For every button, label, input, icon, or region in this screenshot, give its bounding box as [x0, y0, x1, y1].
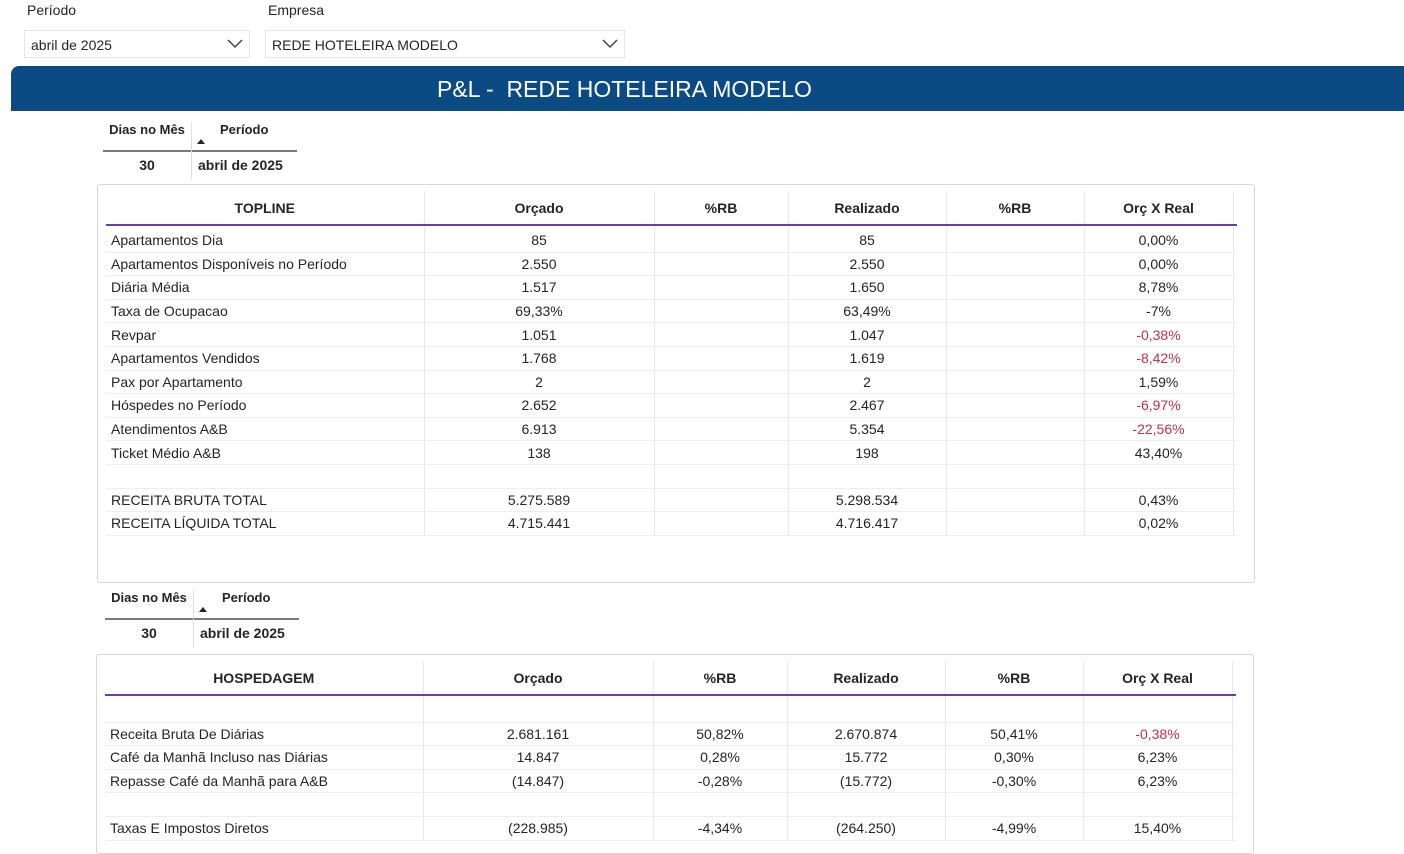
filler-cell	[1233, 323, 1237, 347]
cell-value	[946, 276, 1084, 300]
col-header-realizado[interactable]: Realizado	[787, 661, 945, 695]
period-value: abril de 2025	[198, 157, 283, 173]
row-label: Diária Média	[106, 276, 424, 300]
row-label: RECEITA BRUTA TOTAL	[106, 488, 424, 512]
sort-ascending-icon	[197, 139, 205, 144]
cell-value	[654, 276, 788, 300]
cell-value	[946, 417, 1084, 441]
cell-value: 50,82%	[653, 722, 787, 746]
table-row	[106, 441, 1237, 465]
cell-value	[946, 252, 1084, 276]
col-header-orcado[interactable]: Orçado	[424, 191, 654, 225]
cell-value	[654, 252, 788, 276]
cell-value: 85	[424, 225, 654, 252]
filler-cell	[1233, 370, 1237, 394]
table-row	[105, 793, 1236, 817]
row-label: Repasse Café da Manhã para A&B	[105, 769, 423, 793]
cell-value: 2.670.874	[787, 722, 945, 746]
topline-card	[97, 184, 1255, 583]
table-row	[106, 488, 1237, 512]
table-row	[106, 276, 1237, 300]
company-dropdown[interactable]	[265, 30, 625, 58]
cell-value	[946, 394, 1084, 418]
cell-value	[653, 695, 787, 722]
cell-value	[946, 299, 1084, 323]
filler-cell	[1233, 512, 1237, 536]
cell-value: 6,23%	[1083, 769, 1232, 793]
cell-value: 5.298.534	[788, 488, 946, 512]
topline-table	[106, 191, 1237, 536]
cell-value: (14.847)	[423, 769, 653, 793]
column-separator	[191, 122, 192, 180]
filler-cell	[1233, 276, 1237, 300]
days-in-month-header[interactable]: Dias no Mês	[111, 590, 187, 605]
filler-cell	[1232, 793, 1236, 817]
cell-value: 0,30%	[945, 746, 1083, 770]
cell-value	[654, 346, 788, 370]
cell-value: 5.354	[788, 417, 946, 441]
table-row	[105, 769, 1236, 793]
period-value: abril de 2025	[200, 625, 285, 641]
cell-value	[946, 323, 1084, 347]
cell-value: (264.250)	[787, 816, 945, 840]
table-row	[106, 252, 1237, 276]
cell-value: (15.772)	[787, 769, 945, 793]
period-dropdown-value: abril de 2025	[31, 37, 112, 53]
cell-value: 8,78%	[1084, 276, 1233, 300]
cell-value: 4.716.417	[788, 512, 946, 536]
cell-value	[424, 464, 654, 488]
col-header-orcado[interactable]: Orçado	[423, 661, 653, 695]
cell-value: 2.550	[788, 252, 946, 276]
col-header-rb[interactable]: %RB	[653, 661, 787, 695]
hospedagem-card	[96, 654, 1254, 854]
table-row	[106, 512, 1237, 536]
days-in-month-header[interactable]: Dias no Mês	[109, 122, 185, 137]
cell-value: 43,40%	[1084, 441, 1233, 465]
cell-value: -0,38%	[1084, 323, 1233, 347]
table-row	[106, 346, 1237, 370]
days-in-month-value: 30	[141, 625, 157, 641]
cell-value	[654, 299, 788, 323]
cell-value	[423, 793, 653, 817]
filler-cell	[1233, 252, 1237, 276]
cell-value: -4,99%	[945, 816, 1083, 840]
filler-cell	[1233, 394, 1237, 418]
cell-value: -0,38%	[1083, 722, 1232, 746]
cell-value: 85	[788, 225, 946, 252]
row-label: Apartamentos Vendidos	[106, 346, 424, 370]
cell-value: -4,34%	[653, 816, 787, 840]
cell-value: 138	[424, 441, 654, 465]
cell-value: -8,42%	[1084, 346, 1233, 370]
table-row	[106, 299, 1237, 323]
cell-value: 6,23%	[1083, 746, 1232, 770]
filler-cell	[1233, 464, 1237, 488]
filler-cell	[1232, 816, 1236, 840]
cell-value: 15.772	[787, 746, 945, 770]
header-rule	[103, 150, 297, 152]
row-label: Café da Manhã Incluso nas Diárias	[105, 746, 423, 770]
col-header-filler	[1233, 191, 1237, 225]
cell-value	[946, 225, 1084, 252]
col-header-rb[interactable]: %RB	[945, 661, 1083, 695]
cell-value	[1083, 695, 1232, 722]
cell-value: 0,28%	[653, 746, 787, 770]
cell-value: 2.681.161	[423, 722, 653, 746]
cell-value	[423, 695, 653, 722]
cell-value: 0,00%	[1084, 252, 1233, 276]
col-header-rb[interactable]: %RB	[946, 191, 1084, 225]
cell-value: -0,30%	[945, 769, 1083, 793]
cell-value	[653, 793, 787, 817]
cell-value	[654, 512, 788, 536]
filler-cell	[1233, 299, 1237, 323]
cell-value: 198	[788, 441, 946, 465]
cell-value: 6.913	[424, 417, 654, 441]
cell-value: 0,00%	[1084, 225, 1233, 252]
cell-value	[654, 417, 788, 441]
row-label: Apartamentos Disponíveis no Período	[106, 252, 424, 276]
cell-value: 2.550	[424, 252, 654, 276]
cell-value: -7%	[1084, 299, 1233, 323]
report-banner	[11, 66, 1404, 111]
summary-table-bottom	[105, 590, 299, 648]
cell-value: 63,49%	[788, 299, 946, 323]
cell-value: 69,33%	[424, 299, 654, 323]
days-in-month-value: 30	[139, 157, 155, 173]
row-label	[105, 793, 423, 817]
sort-ascending-icon	[199, 607, 207, 612]
row-label	[105, 695, 423, 722]
cell-value: 50,41%	[945, 722, 1083, 746]
cell-value	[946, 346, 1084, 370]
col-header-realizado[interactable]: Realizado	[788, 191, 946, 225]
filler-cell	[1232, 695, 1236, 722]
table-row	[106, 464, 1237, 488]
cell-value: 14.847	[423, 746, 653, 770]
filler-cell	[1232, 722, 1236, 746]
cell-value: 5.275.589	[424, 488, 654, 512]
row-label: Atendimentos A&B	[106, 417, 424, 441]
cell-value	[1083, 793, 1232, 817]
cell-value: 0,02%	[1084, 512, 1233, 536]
cell-value: 2	[788, 370, 946, 394]
cell-value	[787, 695, 945, 722]
cell-value	[946, 488, 1084, 512]
cell-value: 1.517	[424, 276, 654, 300]
cell-value: 2	[424, 370, 654, 394]
row-label: RECEITA LÍQUIDA TOTAL	[106, 512, 424, 536]
cell-value	[946, 512, 1084, 536]
cell-value: 1,59%	[1084, 370, 1233, 394]
cell-value	[945, 793, 1083, 817]
cell-value	[654, 488, 788, 512]
row-label	[106, 464, 424, 488]
cell-value: 4.715.441	[424, 512, 654, 536]
table-row	[106, 417, 1237, 441]
col-header-hospedagem[interactable]: HOSPEDAGEM	[105, 661, 423, 695]
cell-value	[1084, 464, 1233, 488]
company-filter-label: Empresa	[268, 2, 325, 18]
cell-value: 1.047	[788, 323, 946, 347]
period-filter-label: Período	[27, 2, 77, 18]
table-row	[105, 816, 1236, 840]
table-row	[106, 394, 1237, 418]
table-row	[105, 695, 1236, 722]
cell-value	[788, 464, 946, 488]
filler-cell	[1232, 746, 1236, 770]
column-separator	[193, 590, 194, 648]
col-header-filler	[1232, 661, 1236, 695]
period-header[interactable]	[193, 590, 297, 620]
cell-value	[946, 464, 1084, 488]
cell-value: 0,43%	[1084, 488, 1233, 512]
cell-value	[945, 695, 1083, 722]
period-header-label: Período	[220, 122, 269, 137]
period-header[interactable]	[191, 122, 295, 152]
filler-cell	[1233, 346, 1237, 370]
cell-value	[654, 225, 788, 252]
cell-value	[654, 370, 788, 394]
cell-value: 2.652	[424, 394, 654, 418]
col-header-orc-x-real[interactable]: Orç X Real	[1084, 191, 1233, 225]
table-row	[106, 323, 1237, 347]
col-header-rb[interactable]: %RB	[654, 191, 788, 225]
cell-value: -0,28%	[653, 769, 787, 793]
cell-value: 1.619	[788, 346, 946, 370]
period-dropdown[interactable]	[24, 30, 250, 58]
row-label: Taxa de Ocupacao	[106, 299, 424, 323]
cell-value: (228.985)	[423, 816, 653, 840]
cell-value: 1.650	[788, 276, 946, 300]
row-label: Ticket Médio A&B	[106, 441, 424, 465]
cell-value: -22,56%	[1084, 417, 1233, 441]
row-label: Receita Bruta De Diárias	[105, 722, 423, 746]
chevron-down-icon	[602, 39, 618, 49]
filler-cell	[1233, 417, 1237, 441]
filler-cell	[1233, 441, 1237, 465]
cell-value: 2.467	[788, 394, 946, 418]
filler-cell	[1233, 488, 1237, 512]
row-label: Revpar	[106, 323, 424, 347]
cell-value: 15,40%	[1083, 816, 1232, 840]
table-row	[105, 722, 1236, 746]
table-row	[105, 746, 1236, 770]
cell-value	[946, 370, 1084, 394]
table-row	[106, 370, 1237, 394]
row-label: Hóspedes no Período	[106, 394, 424, 418]
cell-value: -6,97%	[1084, 394, 1233, 418]
cell-value	[787, 793, 945, 817]
row-label: Taxas E Impostos Diretos	[105, 816, 423, 840]
cell-value	[654, 464, 788, 488]
cell-value	[654, 323, 788, 347]
cell-value: 1.051	[424, 323, 654, 347]
company-dropdown-value: REDE HOTELEIRA MODELO	[272, 37, 458, 53]
row-label: Pax por Apartamento	[106, 370, 424, 394]
header-rule	[105, 618, 299, 620]
filler-cell	[1232, 769, 1236, 793]
cell-value	[654, 394, 788, 418]
summary-table-top	[103, 122, 297, 180]
col-header-topline[interactable]: TOPLINE	[106, 191, 424, 225]
period-header-label: Período	[222, 590, 271, 605]
col-header-orc-x-real[interactable]: Orç X Real	[1083, 661, 1232, 695]
cell-value: 1.768	[424, 346, 654, 370]
report-title: P&L - REDE HOTELEIRA MODELO	[437, 76, 812, 102]
table-row	[106, 225, 1237, 252]
cell-value	[654, 441, 788, 465]
cell-value	[946, 441, 1084, 465]
hospedagem-table	[105, 661, 1236, 841]
chevron-down-icon	[227, 39, 243, 49]
row-label: Apartamentos Dia	[106, 225, 424, 252]
filler-cell	[1233, 225, 1237, 252]
